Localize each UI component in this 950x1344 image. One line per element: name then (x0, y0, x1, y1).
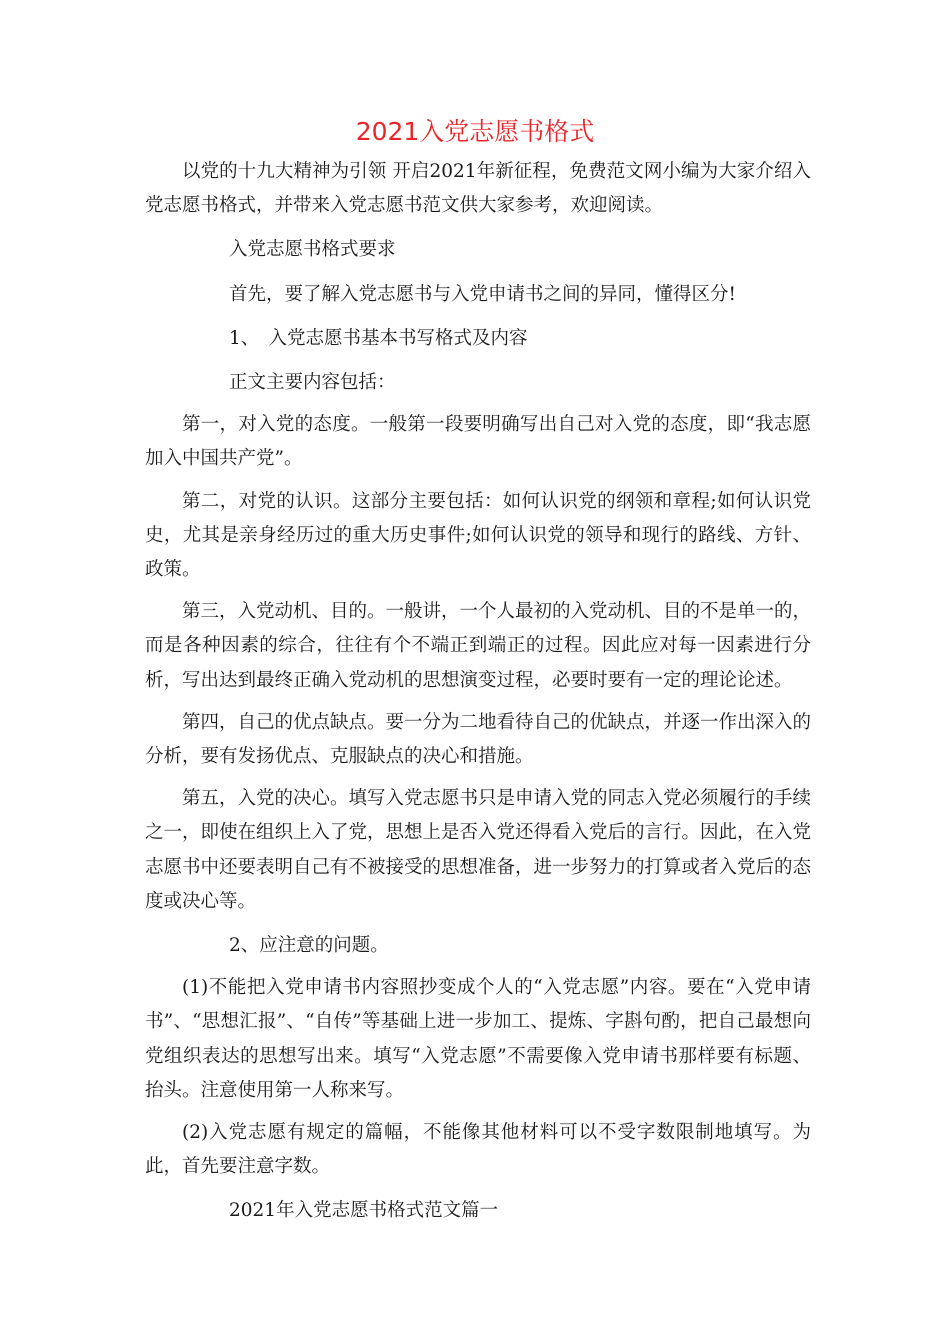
paragraph-attitude: 第一，对入党的态度。一般第一段要明确写出自己对入党的态度，即“我志愿加入中国共产党”。 (145, 414, 811, 470)
document-title: 2021入党志愿书格式 (355, 117, 595, 146)
paragraph-note-1: (1)不能把入党申请书内容照抄变成个人的“入党志愿”内容。要在“入党申请书”、“思想汇报”、“自传”等基础上进一步加工、提炼、字斟句酌，把自己最想向党组织表达的思想写出来。填写“入党志愿”不需要像入党申请书那样要有标题、抬头。注意使用第一人称来写。 (145, 977, 811, 1101)
paragraph-first-understand: 首先，要了解入党志愿书与入党申请书之间的异同，懂得区分! (229, 283, 736, 305)
heading-notes: 2、应注意的问题。 (229, 935, 389, 957)
heading-format-requirements: 入党志愿书格式要求 (229, 239, 396, 261)
paragraph-motivation: 第三，入党动机、目的。一般讲，一个人最初的入党动机、目的不是单一的，而是各种因素的综合，往往有个不端正到端正的过程。因此应对每一因素进行分析，写出达到最终正确入党动机的思想演变过程，必要时要有一定的理论论述。 (145, 601, 812, 691)
paragraph-note-2: (2)入党志愿有规定的篇幅，不能像其他材料可以不受字数限制地填写。为此，首先要注意字数。 (145, 1122, 811, 1178)
paragraph-intro: 以党的十九大精神为引领 开启2021年新征程，免费范文网小编为大家介绍入党志愿书格式，并带来入党志愿书范文供大家参考，欢迎阅读。 (145, 161, 811, 217)
document-body (145, 155, 811, 1229)
paragraph-understanding: 第二，对党的认识。这部分主要包括：如何认识党的纲领和章程;如何认识党史，尤其是亲身经历过的重大历史事件;如何认识党的领导和现行的路线、方针、政策。 (145, 490, 811, 581)
heading-sample-1: 2021年入党志愿书格式范文篇一 (229, 1200, 499, 1222)
paragraph-strengths-weaknesses: 第四，自己的优点缺点。要一分为二地看待自己的优缺点，并逐一作出深入的分析，要有发扬优点、克服缺点的决心和措施。 (145, 711, 812, 768)
heading-basic-format: 1、 入党志愿书基本书写格式及内容 (229, 327, 528, 349)
paragraph-determination: 第五，入党的决心。填写入党志愿书只是申请入党的同志入党必须履行的手续之一，即使在组织上入了党，思想上是否入党还得看入党后的言行。因此，在入党志愿书中还要表明自己有不被接受的思想准备，进一步努力的打算或者入党后的态度或决心等。 (145, 788, 812, 912)
paragraph-main-content: 正文主要内容包括： (229, 372, 396, 394)
